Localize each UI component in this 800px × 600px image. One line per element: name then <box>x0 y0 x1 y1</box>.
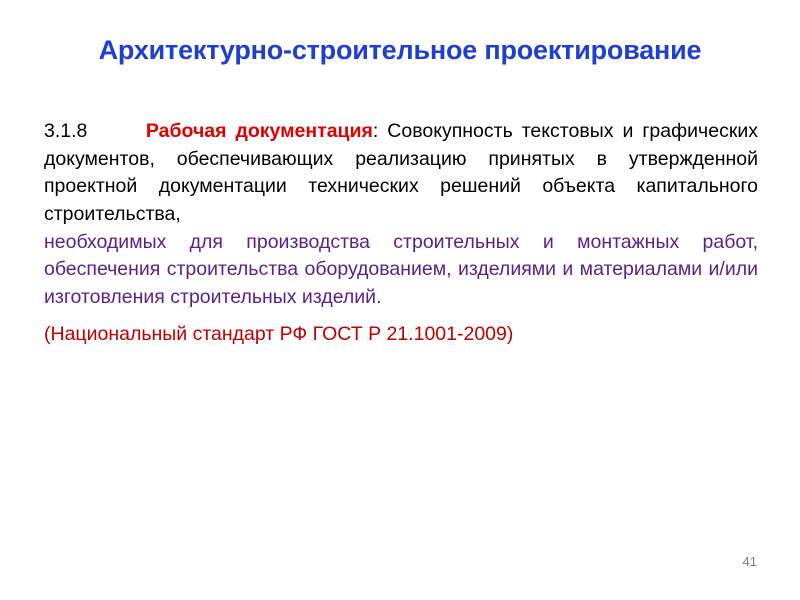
page-number: 41 <box>742 554 757 569</box>
definition-continuation-paragraph: необходимых для производства строительных и монтажных работ, обеспечения строительства оборудованием, изделиями и материалами и/или изготовления строительных изделий. <box>44 230 758 309</box>
definition-term: Рабочая документация <box>145 120 373 142</box>
source-reference: (Национальный стандарт РФ ГОСТ Р 21.1001-2009) <box>44 322 514 345</box>
definition-text: Совокупность текстовых и графических документов, обеспечивающих реализацию принятых в утвержденной проектной документации технических решений объекта капитального строительства, <box>44 120 758 226</box>
definition-paragraph <box>44 118 758 229</box>
definition-term-colon: : <box>372 120 379 142</box>
definition-number: 3.1.8 <box>44 120 88 142</box>
page-title: Архитектурно-строительное проектирование <box>98 35 702 65</box>
slide-body <box>44 118 758 349</box>
